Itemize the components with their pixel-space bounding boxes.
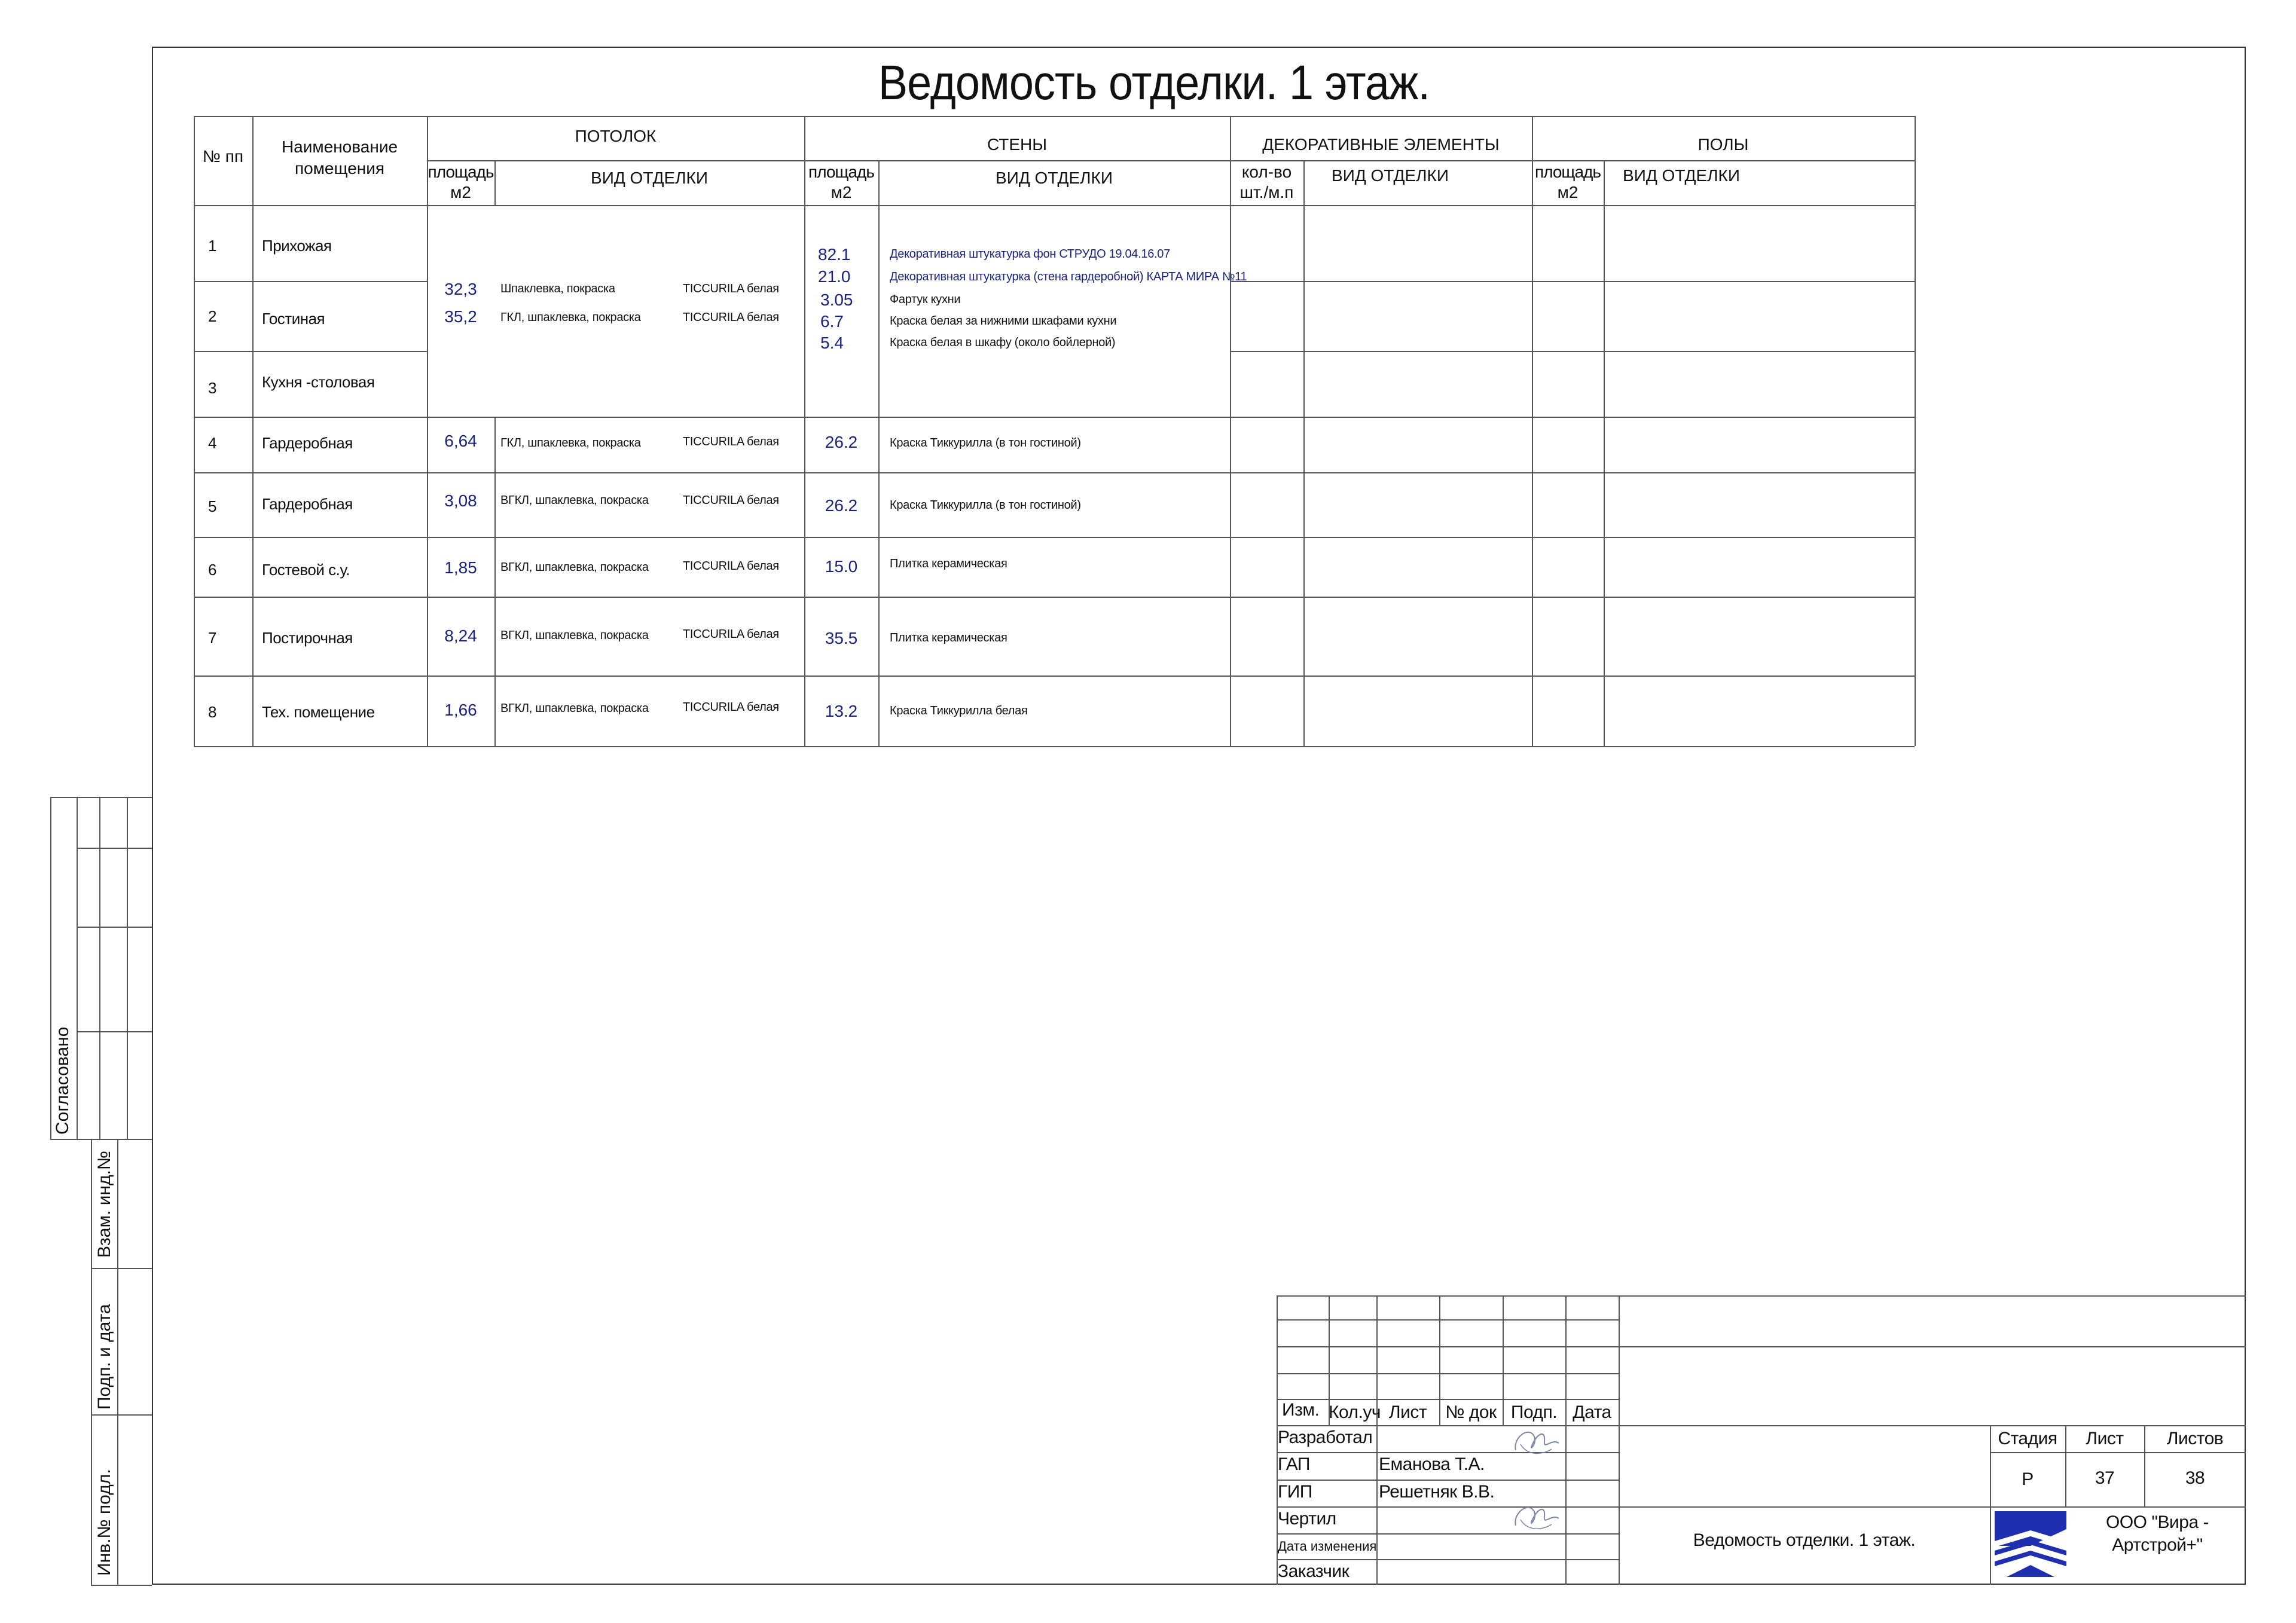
stamp-col-podp: Подп. — [1510, 1402, 1558, 1422]
header-floors: ПОЛЫ — [1697, 135, 1749, 154]
stamp-col-izm: Изм. — [1282, 1400, 1320, 1420]
wall-area: 26.2 — [825, 433, 858, 451]
decor-qty-header: кол-во — [1241, 163, 1292, 181]
room-name: Гардеробная — [262, 434, 353, 452]
stamp-company: ООО "Вира - Артстрой+" — [2106, 1512, 2209, 1555]
ceiling-finish: ВГКЛ, шпаклевка, покраска — [500, 561, 649, 574]
wall-finish: Плитка керамическая — [890, 557, 1007, 570]
row-number: 6 — [208, 561, 216, 579]
stamp-stage-label: Стадия — [1998, 1429, 2057, 1448]
header-room-name: Наименование помещения — [281, 137, 398, 178]
wall-finish: Фартук кухни — [890, 293, 961, 306]
row-number: 8 — [208, 703, 216, 721]
room-name: Гостевой с.у. — [262, 561, 350, 579]
wall-finish: Краска белая в шкафу (около бойлерной) — [890, 336, 1116, 349]
ceiling-area: 3,08 — [444, 491, 477, 510]
company-logo-icon — [1995, 1511, 2066, 1581]
floors-finish-header: ВИД ОТДЕЛКИ — [1623, 166, 1740, 185]
wall-finish: Плитка керамическая — [890, 631, 1007, 644]
wall-area: 26.2 — [825, 496, 858, 515]
ceiling-area: 32,3 — [444, 280, 477, 298]
side-vzam-label: Взам. инд.№ — [94, 1150, 114, 1258]
stamp-stage: Р — [2022, 1469, 2034, 1489]
stamp-sheet: 37 — [2095, 1468, 2115, 1488]
row-number: 3 — [208, 379, 216, 397]
stamp-date-change: Дата изменения — [1278, 1539, 1377, 1554]
ceiling-finish-header: ВИД ОТДЕЛКИ — [591, 169, 708, 187]
ceiling-paint: TICCURILA белая — [683, 701, 779, 714]
room-name: Гостиная — [262, 310, 325, 328]
wall-finish: Краска Тиккурилла (в тон гостиной) — [890, 436, 1081, 450]
ceiling-finish: ВГКЛ, шпаклевка, покраска — [500, 629, 649, 642]
ceiling-finish: ГКЛ, шпаклевка, покраска — [500, 436, 641, 450]
stamp-gip: ГИП — [1278, 1482, 1312, 1502]
row-number: 1 — [208, 237, 216, 255]
wall-finish: Краска Тиккурилла белая — [890, 704, 1028, 717]
decor-qty-unit: шт./м.п — [1239, 183, 1294, 201]
signature-icon — [1510, 1420, 1564, 1462]
row-number: 4 — [208, 434, 216, 452]
wall-area: 13.2 — [825, 702, 858, 720]
wall-area: 82.1 — [818, 245, 851, 264]
ceiling-area: 6,64 — [444, 432, 477, 450]
walls-area-unit: м2 — [831, 183, 852, 201]
ceiling-paint: TICCURILA белая — [683, 628, 779, 641]
ceiling-finish: ГКЛ, шпаклевка, покраска — [500, 311, 641, 324]
ceiling-area-unit: м2 — [450, 183, 471, 201]
ceiling-paint: TICCURILA белая — [683, 311, 779, 324]
ceiling-paint: TICCURILA белая — [683, 560, 779, 573]
wall-area: 5.4 — [820, 334, 844, 352]
page-title: Ведомость отделки. 1 этаж. — [878, 56, 1430, 110]
signature-icon — [1510, 1496, 1564, 1538]
ceiling-finish: Шпаклевка, покраска — [500, 282, 615, 295]
row-number: 5 — [208, 497, 216, 515]
floors-area-unit: м2 — [1557, 183, 1578, 201]
stamp-col-list: Лист — [1388, 1402, 1427, 1422]
wall-finish: Декоративная штукатурка фон СТРУДО 19.04.16.07 — [890, 247, 1170, 261]
room-name: Прихожая — [262, 237, 332, 255]
ceiling-area: 1,85 — [444, 558, 477, 577]
room-name: Постирочная — [262, 629, 353, 647]
ceiling-area: 35,2 — [444, 307, 477, 326]
ceiling-finish: ВГКЛ, шпаклевка, покраска — [500, 494, 649, 507]
ceiling-paint: TICCURILA белая — [683, 494, 779, 507]
stamp-zakazchik: Заказчик — [1278, 1561, 1349, 1581]
side-agreed-label: Согласовано — [53, 1026, 72, 1135]
wall-finish: Декоративная штукатурка (стена гардеробной) КАРТА МИРА №11 — [890, 270, 1247, 283]
header-num: № пп — [202, 147, 244, 166]
header-decor: ДЕКОРАТИВНЫЕ ЭЛЕМЕНТЫ — [1262, 135, 1500, 154]
stamp-razrabotal: Разработал — [1278, 1428, 1373, 1447]
ceiling-area: 1,66 — [444, 701, 477, 719]
decor-finish-header: ВИД ОТДЕЛКИ — [1332, 166, 1449, 185]
wall-area: 35.5 — [825, 629, 858, 647]
stamp-col-doc: № док — [1445, 1402, 1497, 1422]
room-name: Тех. помещение — [262, 703, 375, 721]
row-number: 7 — [208, 629, 216, 647]
ceiling-area: 8,24 — [444, 626, 477, 645]
stamp-doc-title: Ведомость отделки. 1 этаж. — [1693, 1530, 1916, 1550]
wall-finish: Краска Тиккурилла (в тон гостиной) — [890, 499, 1081, 512]
stamp-sheets: 38 — [2185, 1468, 2205, 1488]
wall-area: 21.0 — [818, 267, 851, 286]
stamp-sheet-label: Лист — [2086, 1429, 2124, 1448]
stamp-gip-name: Решетняк В.В. — [1379, 1482, 1495, 1502]
stamp-gap-name: Еманова Т.А. — [1379, 1454, 1485, 1474]
walls-area-header: площадь — [808, 163, 874, 181]
header-ceiling: ПОТОЛОК — [575, 127, 657, 145]
ceiling-paint: TICCURILA белая — [683, 435, 779, 448]
wall-finish: Краска белая за нижними шкафами кухни — [890, 314, 1117, 328]
side-inv-label: Инв.№ подл. — [94, 1469, 114, 1576]
ceiling-paint: TICCURILA белая — [683, 282, 779, 295]
stamp-sheets-label: Листов — [2166, 1429, 2224, 1448]
floors-area-header: площадь — [1535, 163, 1601, 181]
row-number: 2 — [208, 307, 216, 325]
stamp-chertil: Чертил — [1278, 1509, 1336, 1529]
wall-area: 3.05 — [820, 291, 853, 309]
ceiling-finish: ВГКЛ, шпаклевка, покраска — [500, 702, 649, 715]
room-name: Гардеробная — [262, 495, 353, 513]
stamp-col-date: Дата — [1573, 1402, 1611, 1422]
side-podp-label: Подп. и дата — [94, 1304, 114, 1410]
wall-area: 15.0 — [825, 557, 858, 576]
stamp-gap: ГАП — [1278, 1454, 1310, 1474]
stamp-col-kol: Кол.уч — [1329, 1402, 1381, 1422]
wall-area: 6.7 — [820, 312, 844, 331]
header-walls: СТЕНЫ — [987, 135, 1048, 154]
ceiling-area-header: площадь — [428, 163, 494, 181]
walls-finish-header: ВИД ОТДЕЛКИ — [996, 169, 1113, 187]
room-name: Кухня -столовая — [262, 373, 375, 391]
